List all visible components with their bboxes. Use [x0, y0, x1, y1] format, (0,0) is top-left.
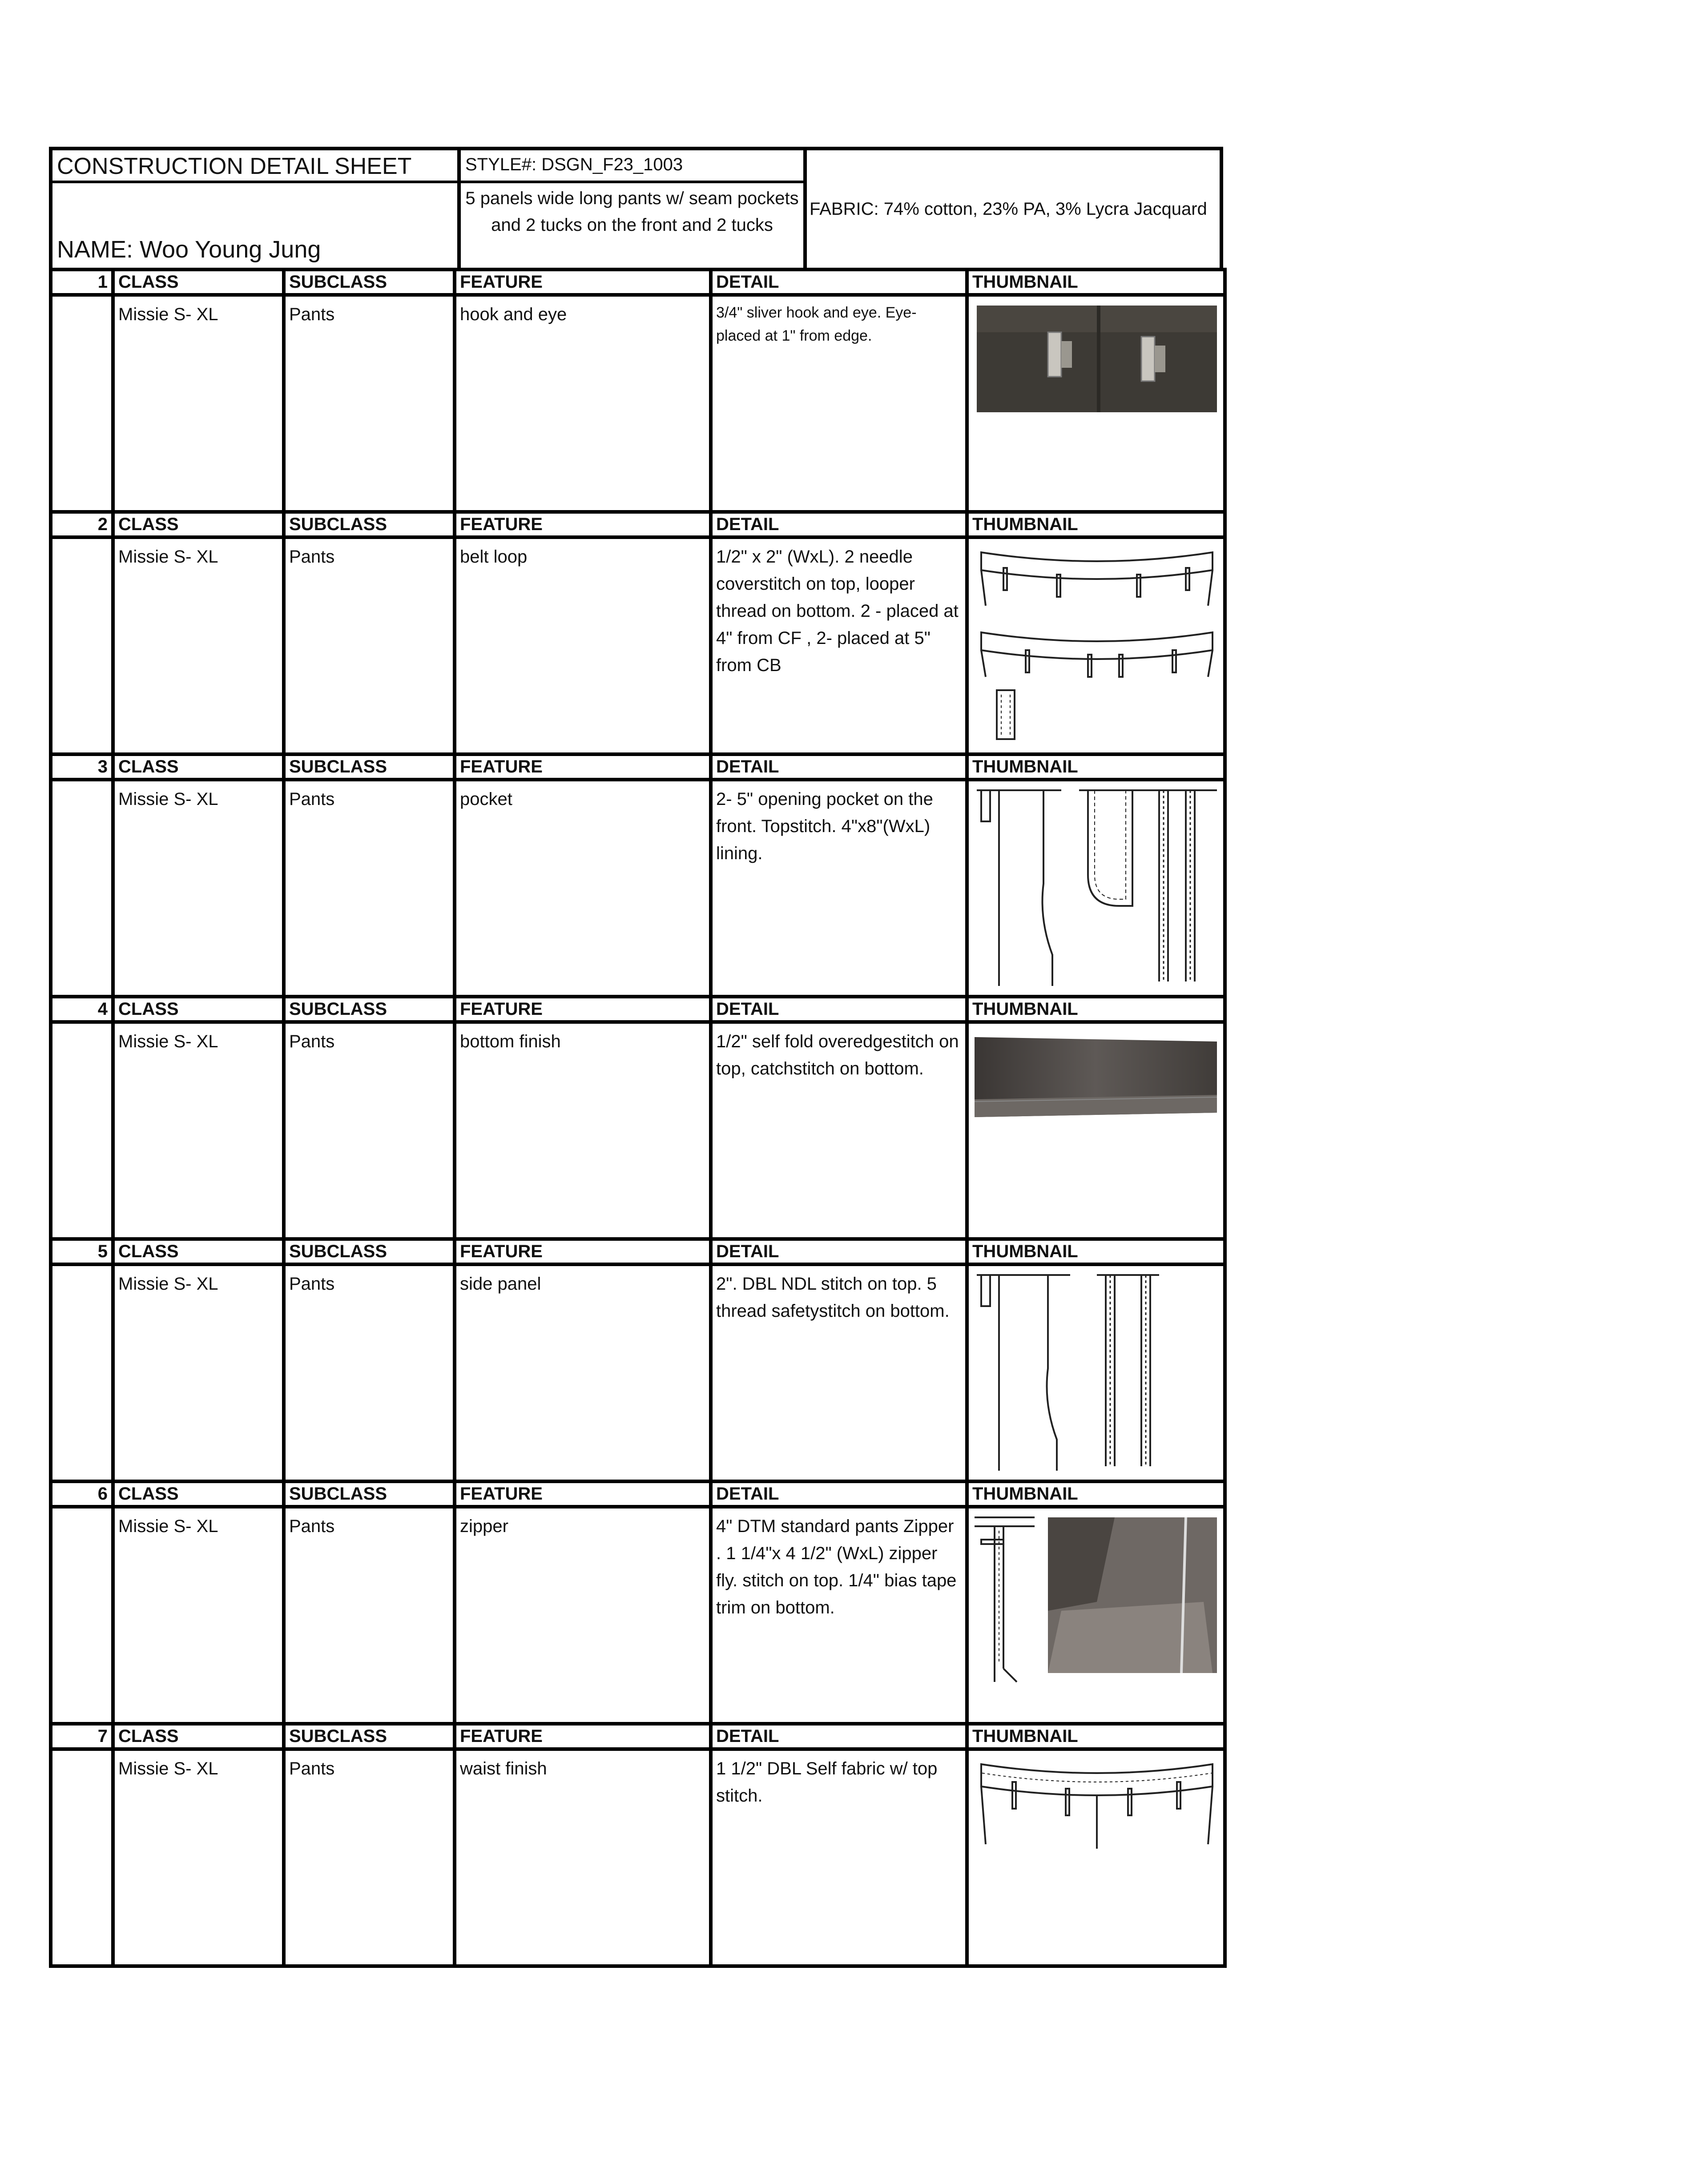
feature-header: FEATURE — [455, 754, 711, 780]
detail-value: 2". DBL NDL stitch on top. 5 thread safetystitch on bottom. — [711, 1264, 967, 1481]
class-value: Missie S- XL — [113, 295, 284, 512]
table-row — [51, 537, 1225, 754]
detail-value: 2- 5" opening pocket on the front. Topstitch. 4"x8"(WxL) lining. — [711, 780, 967, 997]
thumbnail-header: THUMBNAIL — [967, 512, 1225, 537]
feature-value: belt loop — [455, 537, 711, 754]
class-header: CLASS — [113, 1239, 284, 1264]
sheet-title: CONSTRUCTION DETAIL SHEET — [52, 150, 457, 183]
subclass-header: SUBCLASS — [284, 997, 455, 1022]
feature-header: FEATURE — [455, 1724, 711, 1749]
class-value: Missie S- XL — [113, 1507, 284, 1724]
feature-value: pocket — [455, 780, 711, 997]
style-description: 5 panels wide long pants w/ seam pockets and 2 tucks on the front and 2 tucks — [465, 189, 799, 235]
class-value: Missie S- XL — [113, 780, 284, 997]
detail-header: DETAIL — [711, 1724, 967, 1749]
class-value: Missie S- XL — [113, 1264, 284, 1481]
thumbnail-header: THUMBNAIL — [967, 1724, 1225, 1749]
style-block — [459, 149, 805, 269]
feature-header: FEATURE — [455, 997, 711, 1022]
row-number: 2 — [51, 512, 113, 537]
table-row — [51, 1264, 1225, 1481]
thumbnail-header: THUMBNAIL — [967, 1239, 1225, 1264]
subclass-value: Pants — [284, 1022, 455, 1239]
row-number: 3 — [51, 754, 113, 780]
side-panel-sketch — [972, 1271, 1221, 1475]
row-header — [51, 1239, 1225, 1264]
row-header — [51, 997, 1225, 1022]
thumbnail-header: THUMBNAIL — [967, 269, 1225, 295]
belt-loop-sketch — [972, 543, 1221, 748]
designer-name: NAME: Woo Young Jung — [57, 236, 321, 263]
class-header: CLASS — [113, 1724, 284, 1749]
class-header: CLASS — [113, 754, 284, 780]
class-header: CLASS — [113, 997, 284, 1022]
subclass-header: SUBCLASS — [284, 1239, 455, 1264]
detail-value: 4" DTM standard pants Zipper . 1 1/4"x 4 1/2" (WxL) zipper fly. stitch on top. 1/4" bias tape trim on bottom. — [711, 1507, 967, 1724]
waist-sketch — [972, 1755, 1221, 1853]
feature-header: FEATURE — [455, 1239, 711, 1264]
detail-header: DETAIL — [711, 1239, 967, 1264]
table-row — [51, 1507, 1225, 1724]
detail-header: DETAIL — [711, 754, 967, 780]
table-row — [51, 1749, 1225, 1966]
title-block — [51, 149, 459, 269]
row-header — [51, 1724, 1225, 1749]
feature-value: hook and eye — [455, 295, 711, 512]
subclass-header: SUBCLASS — [284, 754, 455, 780]
class-value: Missie S- XL — [113, 1749, 284, 1966]
feature-header: FEATURE — [455, 1481, 711, 1507]
thumbnail-cell — [967, 1749, 1225, 1966]
row-spacer — [51, 1749, 113, 1966]
detail-header: DETAIL — [711, 512, 967, 537]
detail-header: DETAIL — [711, 997, 967, 1022]
construction-detail-sheet — [49, 147, 1223, 1968]
subclass-value: Pants — [284, 1507, 455, 1724]
sheet-header — [49, 147, 1223, 271]
construction-rows-table — [49, 268, 1227, 1968]
subclass-value: Pants — [284, 537, 455, 754]
thumbnail-header: THUMBNAIL — [967, 754, 1225, 780]
feature-value: waist finish — [455, 1749, 711, 1966]
thumbnail-cell — [967, 1022, 1225, 1239]
row-header — [51, 1481, 1225, 1507]
row-spacer — [51, 780, 113, 997]
feature-value: bottom finish — [455, 1022, 711, 1239]
row-number: 5 — [51, 1239, 113, 1264]
hem-photo — [972, 1028, 1221, 1126]
subclass-header: SUBCLASS — [284, 1481, 455, 1507]
subclass-value: Pants — [284, 295, 455, 512]
row-spacer — [51, 537, 113, 754]
detail-value: 1/2" x 2" (WxL). 2 needle coverstitch on top, looper thread on bottom. 2 - placed at 4" from CF , 2- placed at 5" from CB — [711, 537, 967, 754]
row-header — [51, 754, 1225, 780]
class-value: Missie S- XL — [113, 537, 284, 754]
feature-value: zipper — [455, 1507, 711, 1724]
row-header — [51, 512, 1225, 537]
detail-value: 1 1/2" DBL Self fabric w/ top stitch. — [711, 1749, 967, 1966]
subclass-header: SUBCLASS — [284, 512, 455, 537]
thumbnail-cell — [967, 537, 1225, 754]
thumbnail-cell — [967, 1507, 1225, 1724]
thumbnail-header: THUMBNAIL — [967, 1481, 1225, 1507]
class-header: CLASS — [113, 1481, 284, 1507]
table-row — [51, 295, 1225, 512]
style-number: STYLE#: DSGN_F23_1003 — [461, 150, 803, 183]
row-number: 7 — [51, 1724, 113, 1749]
pocket-sketch — [972, 786, 1221, 990]
detail-value: 3/4" sliver hook and eye. Eye- placed at 1" from edge. — [711, 295, 967, 512]
class-header: CLASS — [113, 269, 284, 295]
subclass-value: Pants — [284, 1264, 455, 1481]
hook-and-eye-photo — [972, 301, 1221, 417]
row-spacer — [51, 1264, 113, 1481]
subclass-value: Pants — [284, 780, 455, 997]
row-spacer — [51, 1507, 113, 1724]
zipper-sketch-photo — [972, 1513, 1221, 1691]
thumbnail-cell — [967, 1264, 1225, 1481]
feature-header: FEATURE — [455, 512, 711, 537]
subclass-header: SUBCLASS — [284, 269, 455, 295]
feature-header: FEATURE — [455, 269, 711, 295]
class-value: Missie S- XL — [113, 1022, 284, 1239]
fabric-info: FABRIC: 74% cotton, 23% PA, 3% Lycra Jacquard — [805, 149, 1221, 269]
subclass-header: SUBCLASS — [284, 1724, 455, 1749]
detail-header: DETAIL — [711, 1481, 967, 1507]
table-row — [51, 780, 1225, 997]
row-number: 4 — [51, 997, 113, 1022]
row-spacer — [51, 1022, 113, 1239]
feature-value: side panel — [455, 1264, 711, 1481]
row-number: 6 — [51, 1481, 113, 1507]
row-spacer — [51, 295, 113, 512]
thumbnail-header: THUMBNAIL — [967, 997, 1225, 1022]
row-header — [51, 269, 1225, 295]
thumbnail-cell — [967, 295, 1225, 512]
detail-value: 1/2" self fold overedgestitch on top, catchstitch on bottom. — [711, 1022, 967, 1239]
detail-header: DETAIL — [711, 269, 967, 295]
table-row — [51, 1022, 1225, 1239]
thumbnail-cell — [967, 780, 1225, 997]
row-number: 1 — [51, 269, 113, 295]
class-header: CLASS — [113, 512, 284, 537]
subclass-value: Pants — [284, 1749, 455, 1966]
